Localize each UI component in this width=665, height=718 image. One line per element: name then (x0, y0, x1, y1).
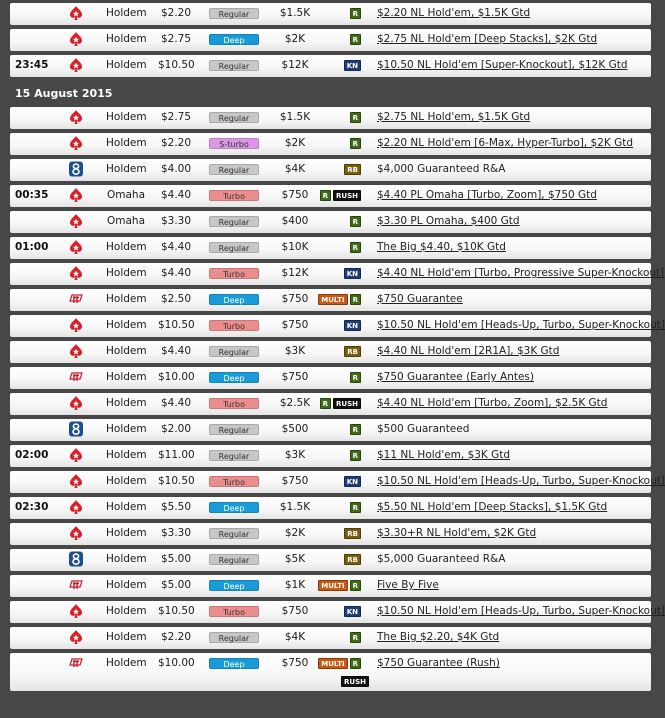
game-type: Holdem (106, 33, 147, 45)
buy-in: $3.30 (160, 215, 192, 227)
badges (350, 632, 361, 643)
buy-in: $5.50 (160, 501, 192, 513)
table-row[interactable] (10, 523, 651, 545)
tournament-name[interactable]: $4.40 NL Hold'em [2R1A], $3K Gtd (377, 345, 560, 357)
game-type: Holdem (106, 501, 147, 513)
start-time: 01:00 (15, 241, 49, 253)
buy-in: $2.00 (160, 423, 192, 435)
badge-multi: MULTI (318, 658, 347, 669)
guarantee: $10K (281, 241, 309, 253)
tournament-name: $5,000 Guaranteed R&A (377, 553, 506, 565)
table-row[interactable] (10, 393, 651, 415)
guarantee: $750 (281, 293, 309, 305)
speed-badge: Deep (209, 294, 259, 305)
pokerstars-icon (68, 499, 84, 515)
pokerstars-icon (68, 135, 84, 151)
badges (344, 528, 361, 539)
badges (350, 450, 361, 461)
speed-badge: Deep (209, 372, 259, 383)
guarantee: $750 (281, 189, 309, 201)
badge-kn: KN (344, 60, 361, 71)
buy-in: $4.40 (160, 267, 192, 279)
speed-badge: Regular (209, 242, 259, 253)
table-row[interactable] (10, 3, 651, 25)
game-type: Holdem (106, 59, 147, 71)
badges (320, 190, 361, 201)
guarantee: $750 (281, 475, 309, 487)
eight-icon (68, 421, 84, 437)
badges (350, 424, 361, 435)
tournament-name: $500 Guaranteed (377, 423, 470, 435)
date-header: 15 August 2015 (15, 87, 113, 100)
game-type: Holdem (106, 267, 147, 279)
badges (318, 294, 361, 305)
speed-badge: Regular (209, 112, 259, 123)
pokerstars-icon (68, 629, 84, 645)
game-type: Holdem (106, 657, 147, 669)
table-row[interactable] (10, 29, 651, 51)
table-row[interactable] (10, 159, 651, 181)
guarantee: $2K (284, 527, 306, 539)
game-type: Omaha (106, 215, 146, 227)
badges (318, 580, 361, 591)
guarantee: $1.5K (279, 7, 311, 19)
guarantee: $750 (281, 371, 309, 383)
badge-r: R (350, 372, 361, 383)
game-type: Holdem (106, 397, 147, 409)
badge-r: R (350, 294, 361, 305)
game-type: Holdem (106, 579, 147, 591)
badges (320, 398, 361, 409)
tournament-name[interactable]: $11 NL Hold'em, $3K Gtd (377, 449, 511, 461)
pokerstars-icon (68, 343, 84, 359)
badge-r: R (350, 424, 361, 435)
badges (344, 476, 361, 487)
speed-badge: Regular (209, 632, 259, 643)
badges (344, 554, 361, 565)
guarantee: $1.5K (279, 501, 311, 513)
badges (350, 8, 361, 19)
badge-r: R (350, 8, 361, 19)
start-time: 02:30 (15, 501, 49, 513)
badges-line2 (341, 676, 369, 687)
fulltilt-icon (68, 369, 84, 385)
eight-icon (68, 161, 84, 177)
pokerstars-icon (68, 5, 84, 21)
badges (350, 242, 361, 253)
guarantee: $750 (281, 657, 309, 669)
speed-badge: Regular (209, 554, 259, 565)
table-row[interactable] (10, 419, 651, 441)
pokerstars-icon (68, 57, 84, 73)
badges (344, 60, 361, 71)
badge-r: R (350, 242, 361, 253)
badge-r: R (320, 190, 331, 201)
table-row[interactable] (10, 289, 651, 311)
guarantee: $3K (284, 449, 306, 461)
tournament-name[interactable]: The Big $2.20, $4K Gtd (377, 631, 500, 643)
tournament-name[interactable]: $10.50 NL Hold'em [Heads-Up, Turbo, Super-Knockout] (377, 605, 665, 617)
guarantee: $750 (281, 605, 309, 617)
pokerstars-icon (68, 187, 84, 203)
speed-badge: Regular (209, 164, 259, 175)
tournament-name[interactable]: $750 Guarantee (377, 293, 463, 305)
speed-badge: Turbo (209, 268, 259, 279)
badges (350, 138, 361, 149)
badges (318, 658, 361, 669)
speed-badge: Turbo (209, 320, 259, 331)
table-row[interactable] (10, 263, 665, 285)
guarantee: $500 (281, 423, 309, 435)
pokerstars-icon (68, 525, 84, 541)
badges (350, 216, 361, 227)
guarantee: $2K (284, 137, 306, 149)
table-row[interactable] (10, 367, 651, 389)
buy-in: $2.20 (160, 631, 192, 643)
guarantee: $12K (281, 59, 309, 71)
badge-r: R (320, 398, 331, 409)
badges (344, 346, 361, 357)
guarantee: $1.5K (279, 111, 311, 123)
fulltilt-icon (68, 291, 84, 307)
game-type: Holdem (106, 163, 147, 175)
speed-badge: S-turbo (209, 138, 259, 149)
speed-badge: Deep (209, 34, 259, 45)
tournament-name[interactable]: $2.20 NL Hold'em, $1.5K Gtd (377, 7, 531, 19)
badge-multi: MULTI (318, 294, 347, 305)
tournament-name[interactable]: $10.50 NL Hold'em [Heads-Up, Turbo, Super-Knockout] (377, 475, 665, 487)
guarantee: $3K (284, 345, 306, 357)
badge-r: R (350, 632, 361, 643)
guarantee: $400 (281, 215, 309, 227)
game-type: Holdem (106, 371, 147, 383)
table-row[interactable] (10, 185, 651, 207)
buy-in: $2.20 (160, 7, 192, 19)
game-type: Holdem (106, 605, 147, 617)
buy-in: $2.75 (160, 111, 192, 123)
table-row[interactable] (10, 575, 651, 597)
tournament-name[interactable]: $3.30 PL Omaha, $400 Gtd (377, 215, 520, 227)
tournament-name[interactable]: The Big $4.40, $10K Gtd (377, 241, 506, 253)
game-type: Holdem (106, 553, 147, 565)
speed-badge: Regular (209, 528, 259, 539)
buy-in: $10.00 (158, 371, 195, 383)
guarantee: $2K (284, 33, 306, 45)
table-row[interactable] (10, 133, 651, 155)
speed-badge: Regular (209, 450, 259, 461)
buy-in: $4.40 (160, 345, 192, 357)
tournament-name[interactable]: $4.40 NL Hold'em [Turbo, Progressive Super-Knockout] (377, 267, 665, 279)
badge-r: R (350, 580, 361, 591)
badge-r: R (350, 138, 361, 149)
pokerstars-icon (68, 239, 84, 255)
tournament-name[interactable]: $750 Guarantee (Rush) (377, 657, 500, 669)
badges (344, 164, 361, 175)
pokerstars-icon (68, 447, 84, 463)
badges (350, 112, 361, 123)
table-row[interactable] (10, 497, 651, 519)
badge-rush: RUSH (341, 676, 369, 687)
table-row[interactable] (10, 549, 651, 571)
fulltilt-icon (68, 655, 84, 671)
game-type: Holdem (106, 631, 147, 643)
badge-r: R (350, 216, 361, 227)
game-type: Holdem (106, 449, 147, 461)
badge-r: R (350, 502, 361, 513)
tournament-name: $4,000 Guaranteed R&A (377, 163, 506, 175)
speed-badge: Regular (209, 424, 259, 435)
badge-r: R (350, 658, 361, 669)
speed-badge: Regular (209, 8, 259, 19)
badges (344, 606, 361, 617)
badge-rb: RB (344, 528, 361, 539)
buy-in: $11.00 (158, 449, 195, 461)
speed-badge: Turbo (209, 476, 259, 487)
tournament-name[interactable]: $750 Guarantee (Early Antes) (377, 371, 534, 383)
tournament-name[interactable]: $2.75 NL Hold'em, $1.5K Gtd (377, 111, 531, 123)
table-row[interactable] (10, 601, 665, 623)
guarantee: $1K (284, 579, 306, 591)
table-row[interactable] (10, 237, 651, 259)
tournament-name[interactable]: $10.50 NL Hold'em [Heads-Up, Turbo, Super-Knockout] (377, 319, 665, 331)
badge-rb: RB (344, 346, 361, 357)
speed-badge: Turbo (209, 398, 259, 409)
badge-kn: KN (344, 268, 361, 279)
buy-in: $2.50 (160, 293, 192, 305)
game-type: Holdem (106, 111, 147, 123)
guarantee: $2.5K (279, 397, 311, 409)
guarantee: $4K (284, 631, 306, 643)
game-type: Omaha (106, 189, 146, 201)
speed-badge: Regular (209, 346, 259, 357)
badges (344, 320, 361, 331)
game-type: Holdem (106, 319, 147, 331)
tournament-name[interactable]: $2.75 NL Hold'em [Deep Stacks], $2K Gtd (377, 33, 598, 45)
badges (350, 372, 361, 383)
guarantee: $750 (281, 319, 309, 331)
buy-in: $10.00 (158, 657, 195, 669)
buy-in: $5.00 (160, 579, 192, 591)
table-row[interactable] (10, 55, 651, 77)
badges (350, 34, 361, 45)
buy-in: $3.30 (160, 527, 192, 539)
game-type: Holdem (106, 7, 147, 19)
speed-badge: Deep (209, 502, 259, 513)
table-row[interactable] (10, 653, 651, 691)
table-row[interactable] (10, 315, 665, 337)
badge-r: R (350, 450, 361, 461)
guarantee: $4K (284, 163, 306, 175)
buy-in: $4.40 (160, 241, 192, 253)
buy-in: $10.50 (158, 475, 195, 487)
speed-badge: Turbo (209, 606, 259, 617)
speed-badge: Regular (209, 216, 259, 227)
badge-kn: KN (344, 476, 361, 487)
buy-in: $2.75 (160, 33, 192, 45)
table-row[interactable] (10, 107, 651, 129)
fulltilt-icon (68, 577, 84, 593)
table-row[interactable] (10, 341, 651, 363)
pokerstars-icon (68, 265, 84, 281)
game-type: Holdem (106, 423, 147, 435)
speed-badge: Deep (209, 658, 259, 669)
badges (350, 502, 361, 513)
table-row[interactable] (10, 211, 651, 233)
pokerstars-icon (68, 213, 84, 229)
badge-multi: MULTI (318, 580, 347, 591)
speed-badge: Deep (209, 580, 259, 591)
badges (344, 268, 361, 279)
badge-rb: RB (344, 554, 361, 565)
buy-in: $4.00 (160, 163, 192, 175)
start-time: 02:00 (15, 449, 49, 461)
table-row[interactable] (10, 445, 651, 467)
badge-r: R (350, 112, 361, 123)
buy-in: $10.50 (158, 59, 195, 71)
guarantee: $12K (281, 267, 309, 279)
pokerstars-icon (68, 109, 84, 125)
pokerstars-icon (68, 31, 84, 47)
tournament-name[interactable]: $10.50 NL Hold'em [Super-Knockout], $12K Gtd (377, 59, 628, 71)
badge-rb: RB (344, 164, 361, 175)
table-row[interactable] (10, 471, 665, 493)
tournament-name[interactable]: $2.20 NL Hold'em [6-Max, Hyper-Turbo], $2K Gtd (377, 137, 634, 149)
badge-r: R (350, 34, 361, 45)
buy-in: $5.00 (160, 553, 192, 565)
tournament-name[interactable]: $5.50 NL Hold'em [Deep Stacks], $1.5K Gtd (377, 501, 608, 513)
speed-badge: Regular (209, 60, 259, 71)
game-type: Holdem (106, 475, 147, 487)
tournament-name[interactable]: $3.30+R NL Hold'em, $2K Gtd (377, 527, 537, 539)
pokerstars-icon (68, 317, 84, 333)
tournament-name[interactable]: $4.40 PL Omaha [Turbo, Zoom], $750 Gtd (377, 189, 597, 201)
game-type: Holdem (106, 527, 147, 539)
eight-icon (68, 551, 84, 567)
tournament-name[interactable]: $4.40 NL Hold'em [Turbo, Zoom], $2.5K Gtd (377, 397, 608, 409)
start-time: 23:45 (15, 59, 49, 71)
guarantee: $5K (284, 553, 306, 565)
game-type: Holdem (106, 345, 147, 357)
badge-rush: RUSH (333, 398, 361, 409)
tournament-name[interactable]: Five By Five (377, 579, 439, 591)
buy-in: $10.50 (158, 319, 195, 331)
buy-in: $2.20 (160, 137, 192, 149)
buy-in: $4.40 (160, 397, 192, 409)
speed-badge: Turbo (209, 190, 259, 201)
badge-kn: KN (344, 320, 361, 331)
start-time: 00:35 (15, 189, 49, 201)
game-type: Holdem (106, 293, 147, 305)
buy-in: $4.40 (160, 189, 192, 201)
pokerstars-icon (68, 603, 84, 619)
game-type: Holdem (106, 241, 147, 253)
table-row[interactable] (10, 627, 651, 649)
pokerstars-icon (68, 395, 84, 411)
badge-kn: KN (344, 606, 361, 617)
pokerstars-icon (68, 473, 84, 489)
game-type: Holdem (106, 137, 147, 149)
badge-rush: RUSH (333, 190, 361, 201)
buy-in: $10.50 (158, 605, 195, 617)
